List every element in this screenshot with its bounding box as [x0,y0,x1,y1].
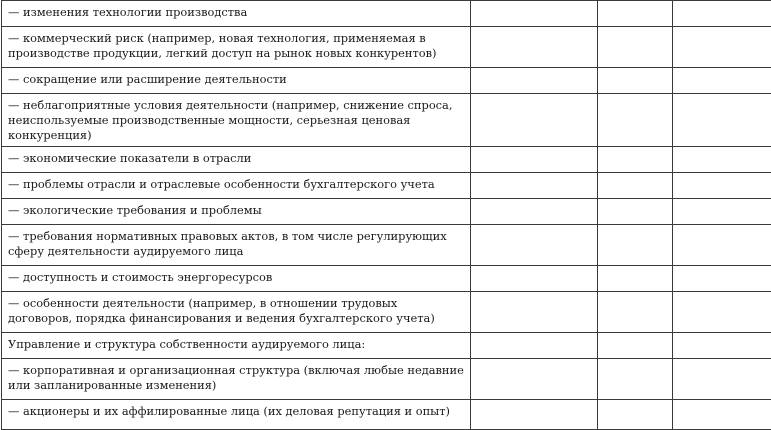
empty-cell [673,68,771,94]
row-text: — акционеры и их аффилированные лица (их деловая репутация и опыт) [2,400,471,430]
empty-cell [598,199,673,225]
table-row [2,199,771,225]
table-row [2,27,771,68]
empty-cell [598,68,673,94]
row-text: — неблагоприятные условия деятельности (например, снижение спроса, неиспользуемые производственные мощности, серьезная ценовая конкуренция) [2,94,471,147]
empty-cell [471,333,598,359]
row-text: — доступность и стоимость энергоресурсов [2,266,471,292]
table-row [2,292,771,333]
empty-cell [673,333,771,359]
empty-cell [598,333,673,359]
table-row [2,173,771,199]
section-heading: Управление и структура собственности аудируемого лица: [2,333,471,359]
row-text: — проблемы отрасли и отраслевые особенности бухгалтерского учета [2,173,471,199]
empty-cell [471,173,598,199]
empty-cell [471,1,598,27]
empty-cell [471,292,598,333]
table-row [2,400,771,430]
empty-cell [673,94,771,147]
row-text: — сокращение или расширение деятельности [2,68,471,94]
row-text: — особенности деятельности (например, в отношении трудовых договоров, порядка финансирования и ведения бухгалтерского учета) [2,292,471,333]
empty-cell [673,147,771,173]
empty-cell [471,147,598,173]
empty-cell [673,1,771,27]
empty-cell [598,147,673,173]
table-row [2,68,771,94]
row-text: — изменения технологии производства [2,1,471,27]
empty-cell [471,27,598,68]
row-text: — коммерческий риск (например, новая технология, применяемая в производстве продукции, легкий доступ на рынок новых конкурентов) [2,27,471,68]
empty-cell [598,94,673,147]
empty-cell [673,173,771,199]
empty-cell [598,359,673,400]
empty-cell [471,266,598,292]
row-text: — экономические показатели в отрасли [2,147,471,173]
empty-cell [673,27,771,68]
empty-cell [673,292,771,333]
table-row [2,359,771,400]
empty-cell [598,292,673,333]
empty-cell [673,400,771,430]
empty-cell [471,199,598,225]
empty-cell [673,225,771,266]
empty-cell [471,359,598,400]
table-row [2,1,771,27]
empty-cell [598,27,673,68]
empty-cell [471,94,598,147]
empty-cell [598,225,673,266]
table-row [2,147,771,173]
empty-cell [673,359,771,400]
table-row [2,225,771,266]
table-row [2,266,771,292]
empty-cell [471,68,598,94]
row-text: — экологические требования и проблемы [2,199,471,225]
empty-cell [673,266,771,292]
empty-cell [598,266,673,292]
row-text: — корпоративная и организационная структура (включая любые недавние или запланированные изменения) [2,359,471,400]
table-row [2,333,771,359]
empty-cell [673,199,771,225]
empty-cell [598,173,673,199]
empty-cell [598,400,673,430]
row-text: — требования нормативных правовых актов, в том числе регулирующих сферу деятельности аудируемого лица [2,225,471,266]
empty-cell [471,400,598,430]
table-row [2,94,771,147]
empty-cell [598,1,673,27]
empty-cell [471,225,598,266]
checklist-table [1,0,771,430]
